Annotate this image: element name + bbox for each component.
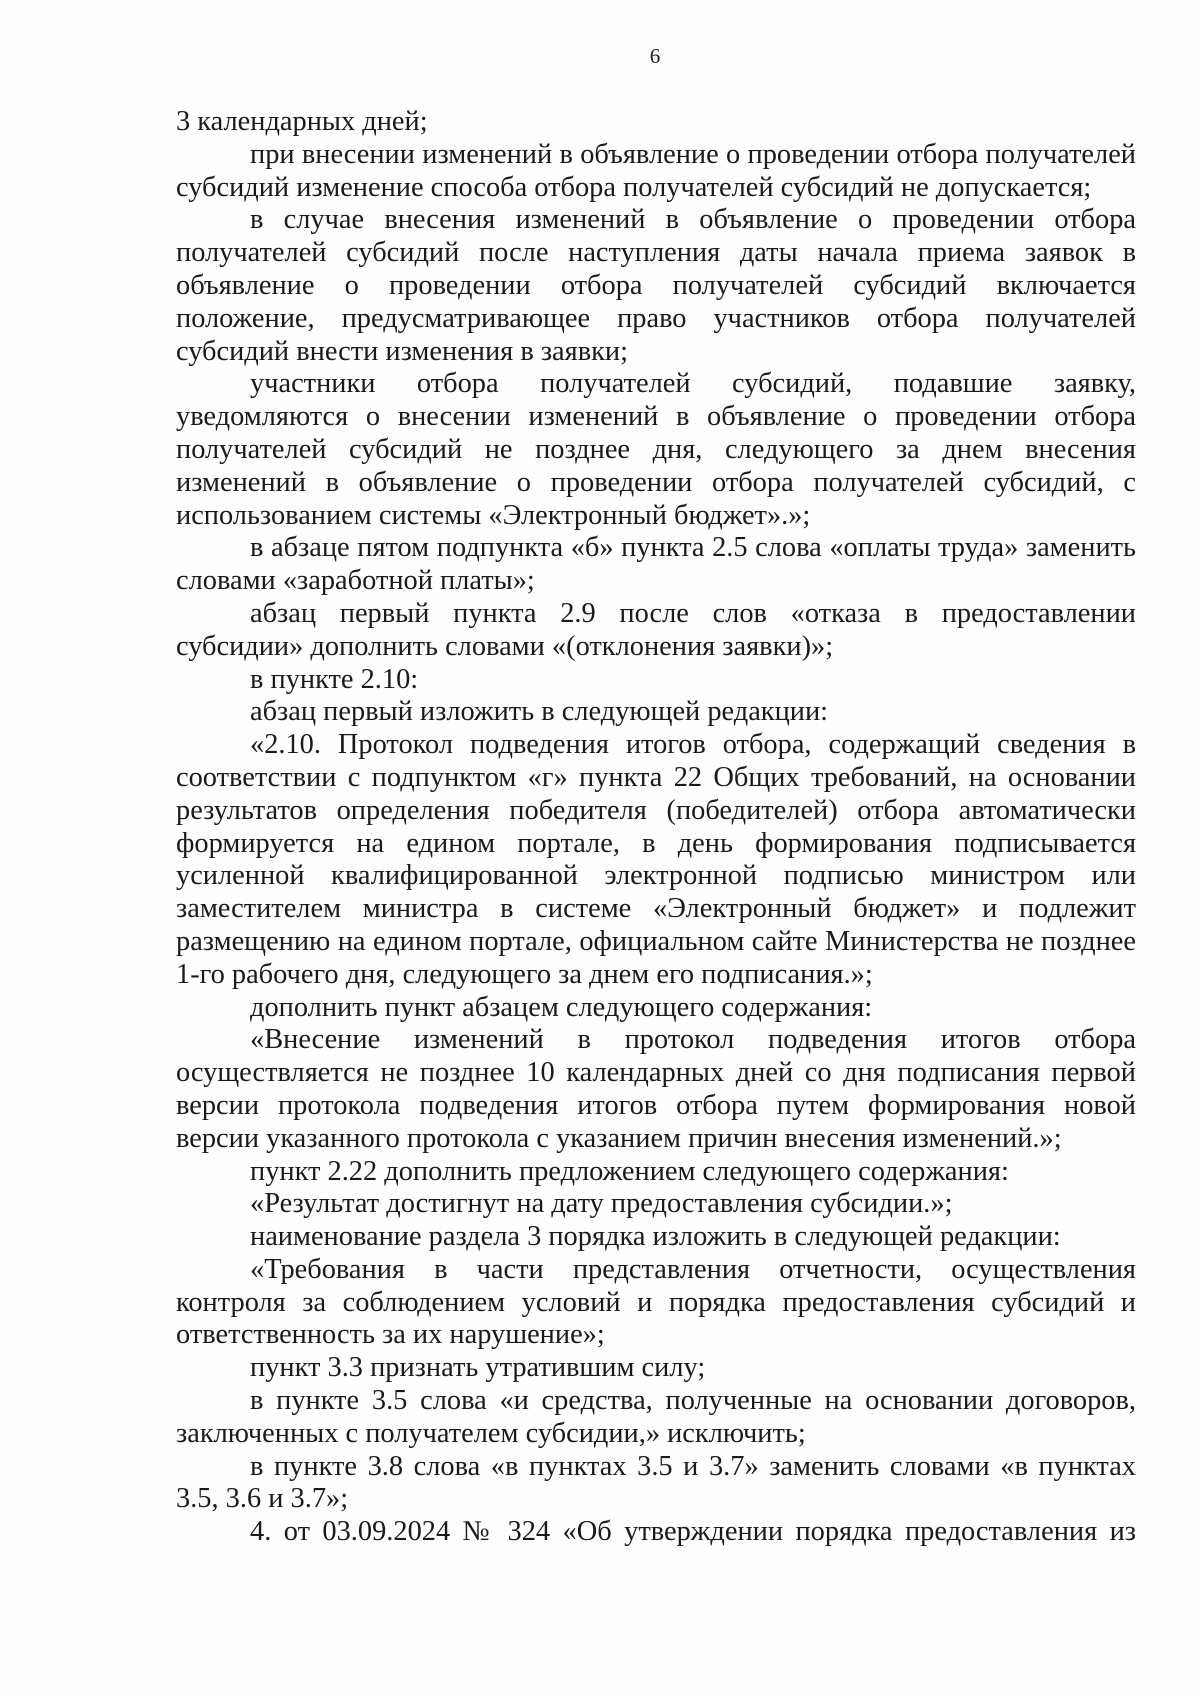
paragraph-7: в пункте 2.10: bbox=[250, 663, 419, 695]
paragraph-4: участники отбора получателей субсидий, подавшие заявку, уведомляются о внесении изменений в объявление о проведении отбора получателей субсидий не позднее дня, следующего за днем внесения изменений в объявление о проведении отбора получателей субсидий, с использованием системы «Электронный бюджет».»; bbox=[176, 368, 1136, 531]
paragraph-3: в случае внесения изменений в объявление о проведении отбора получателей субсидий после наступления даты начала приема заявок в объявление о проведении отбора получателей субсидий включается положение, предусматривающее право участников отбора получателей субсидий внести изменения в заявки; bbox=[176, 204, 1136, 367]
paragraph-19: 4. от 03.09.2024 № 324 «Об утверждении порядка предоставления из bbox=[250, 1516, 1136, 1548]
paragraph-15: «Требования в части представления отчетности, осуществления контроля за соблюдением условий и порядка предоставления субсидий и ответственность за их нарушение»; bbox=[176, 1253, 1136, 1351]
document-body bbox=[176, 106, 1136, 1549]
paragraph-13: «Результат достигнут на дату предоставления субсидии.»; bbox=[250, 1188, 953, 1220]
paragraph-14: наименование раздела 3 порядка изложить в следующей редакции: bbox=[250, 1221, 1061, 1253]
paragraph-10: дополнить пункт абзацем следующего содержания: bbox=[250, 991, 873, 1023]
paragraph-8: абзац первый изложить в следующей редакции: bbox=[250, 696, 829, 728]
paragraph-11: «Внесение изменений в протокол подведения итогов отбора осуществляется не позднее 10 календарных дней со дня подписания первой версии протокола подведения итогов отбора путем формирования новой версии указанного протокола с указанием причин внесения изменений.»; bbox=[176, 1024, 1136, 1154]
paragraph-1: 3 календарных дней; bbox=[176, 106, 428, 137]
paragraph-6: абзац первый пункта 2.9 после слов «отказа в предоставлении субсидии» дополнить словами «(отклонения заявки)»; bbox=[176, 597, 1136, 662]
page-number: 6 bbox=[649, 44, 661, 68]
paragraph-12: пункт 2.22 дополнить предложением следующего содержания: bbox=[250, 1155, 1009, 1187]
paragraph-9: «2.10. Протокол подведения итогов отбора, содержащий сведения в соответствии с подпунктом «г» пункта 22 Общих требований, на основании результатов определения победителя (победителей) отбора автоматически формируется на едином портале, в день формирования подписывается усиленной квалифицированной электронной подписью министром или заместителем министра в системе «Электронный бюджет» и подлежит размещению на едином портале, официальном сайте Министерства не позднее 1-го рабочего дня, следующего за днем его подписания.»; bbox=[176, 729, 1136, 990]
paragraph-2: при внесении изменений в объявление о проведении отбора получателей субсидий изменение способа отбора получателей субсидий не допускается; bbox=[176, 138, 1136, 203]
paragraph-18: в пункте 3.8 слова «в пунктах 3.5 и 3.7» заменить словами «в пунктах 3.5, 3.6 и 3.7»; bbox=[176, 1450, 1136, 1515]
paragraph-16: пункт 3.3 признать утратившим силу; bbox=[250, 1352, 706, 1384]
paragraph-17: в пункте 3.5 слова «и средства, полученные на основании договоров, заключенных с получателем субсидии,» исключить; bbox=[176, 1385, 1136, 1449]
paragraph-5: в абзаце пятом подпункта «б» пункта 2.5 слова «оплаты труда» заменить словами «заработной платы»; bbox=[176, 532, 1136, 597]
